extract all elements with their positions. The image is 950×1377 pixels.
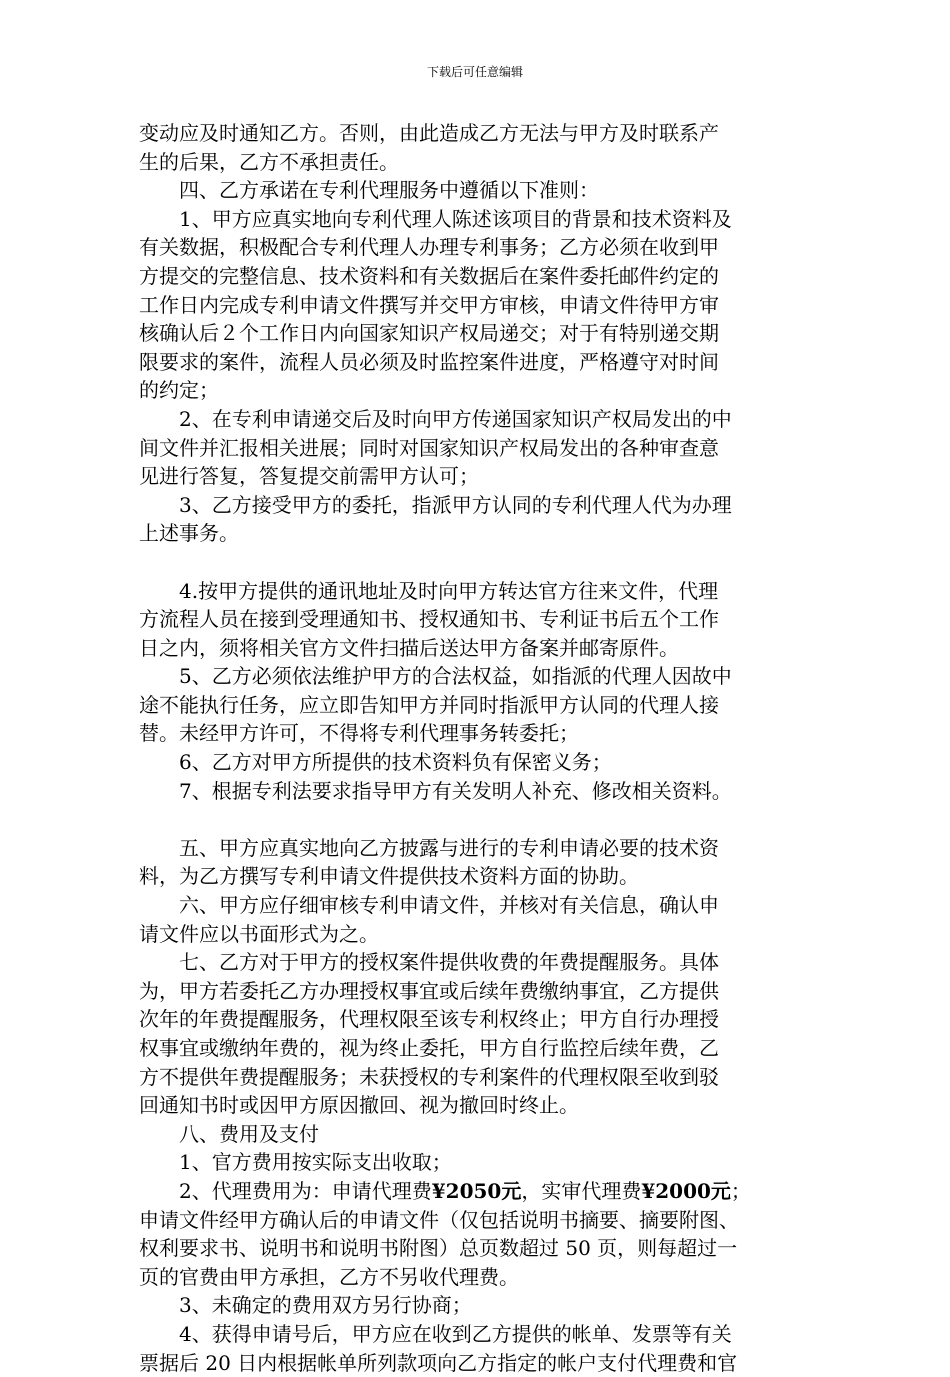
fee-line-prefix: 2、代理费用为：申请代理费 — [139, 1178, 432, 1203]
text-line: 权利要求书、说明书和说明书附图）总页数超过 50 页，则每超过一 — [139, 1236, 738, 1261]
text-line: 7、根据专利法要求指导甲方有关发明人补充、修改相关资料。 — [139, 778, 732, 803]
text-line: 四、乙方承诺在专利代理服务中遵循以下准则： — [139, 178, 599, 203]
fee-line — [139, 1177, 819, 1206]
text-line: 方不提供年费提醒服务；未获授权的专利案件的代理权限至收到驳 — [139, 1064, 719, 1089]
text-line: 途不能执行任务，应立即告知甲方并同时指派甲方认同的代理人接 — [139, 692, 719, 717]
text-line: 申请文件经甲方确认后的申请文件（仅包括说明书摘要、摘要附图、 — [139, 1207, 739, 1232]
text-line: 七、乙方对于甲方的授权案件提供收费的年费提醒服务。具体 — [139, 950, 719, 975]
text-line: 请文件应以书面形式为之。 — [139, 921, 379, 946]
text-line: 日之内，须将相关官方文件扫描后送达甲方备案并邮寄原件。 — [139, 635, 679, 660]
text-line: 3、乙方接受甲方的委托，指派甲方认同的专利代理人代为办理 — [139, 492, 732, 517]
text-line: 间文件并汇报相关进展；同时对国家知识产权局发出的各种审查意 — [139, 435, 719, 460]
examination-agency-fee: ¥2000元 — [641, 1178, 731, 1203]
text-line: 变动应及时通知乙方。否则，由此造成乙方无法与甲方及时联系产 — [139, 121, 719, 145]
document-body — [139, 119, 819, 1377]
text-line: 六、甲方应仔细审核专利申请文件，并核对有关信息，确认申 — [139, 893, 719, 918]
text-line: 1、官方费用按实际支出收取； — [139, 1150, 452, 1175]
text-line: 五、甲方应真实地向乙方披露与进行的专利申请必要的技术资 — [139, 835, 719, 860]
body-lines-after — [139, 1206, 819, 1377]
blank-line — [139, 805, 819, 834]
text-line: 4、获得申请号后，甲方应在收到乙方提供的帐单、发票等有关 — [139, 1321, 732, 1346]
text-line: 权事宜或缴纳年费的，视为终止委托，甲方自行监控后续年费，乙 — [139, 1036, 719, 1060]
text-line: 方流程人员在接到受理通知书、授权通知书、专利证书后五个工作 — [139, 607, 719, 632]
text-line: 限要求的案件，流程人员必须及时监控案件进度，严格遵守对时间 — [139, 349, 719, 374]
text-line: 的约定； — [139, 378, 219, 403]
body-lines-before — [139, 119, 819, 1177]
application-agency-fee: ¥2050元 — [431, 1178, 522, 1203]
text-line: 回通知书时或因甲方原因撤回、视为撤回时终止。 — [139, 1093, 579, 1118]
text-line: 八、费用及支付 — [139, 1121, 319, 1146]
text-line: 上述事务。 — [139, 521, 239, 546]
text-line: 3、未确定的费用双方另行协商； — [139, 1293, 472, 1318]
blank-line — [139, 548, 819, 577]
text-line: 见进行答复，答复提交前需甲方认可； — [139, 464, 479, 489]
text-line: 方提交的完整信息、技术资料和有关数据后在案件委托邮件约定的 — [139, 263, 719, 288]
fee-line-suffix: ； — [730, 1178, 751, 1203]
text-line: 6、乙方对甲方所提供的技术资料负有保密义务； — [139, 750, 612, 775]
text-line: 有关数据，积极配合专利代理人办理专利事务；乙方必须在收到甲 — [139, 235, 719, 260]
text-line: 2、在专利申请递交后及时向甲方传递国家知识产权局发出的中 — [139, 406, 732, 431]
page-header-note: 下载后可任意编辑 — [426, 65, 523, 79]
text-line: 1、甲方应真实地向专利代理人陈述该项目的背景和技术资料及 — [139, 206, 732, 231]
text-line: 4.按甲方提供的通讯地址及时向甲方转达官方往来文件，代理 — [139, 578, 719, 603]
text-line: 替。未经甲方许可，不得将专利代理事务转委托； — [139, 721, 579, 746]
text-line: 料，为乙方撰写专利申请文件提供技术资料方面的协助。 — [139, 864, 639, 889]
text-line: 工作日内完成专利申请文件撰写并交甲方审核，申请文件待甲方审 — [139, 292, 719, 317]
text-line: 为，甲方若委托乙方办理授权事宜或后续年费缴纳事宜，乙方提供 — [139, 978, 719, 1003]
text-line: 5、乙方必须依法维护甲方的合法权益，如指派的代理人因故中 — [139, 664, 732, 689]
text-line: 核确认后２个工作日内向国家知识产权局递交；对于有特别递交期 — [139, 321, 719, 346]
text-line: 生的后果，乙方不承担责任。 — [139, 149, 399, 174]
text-line: 次年的年费提醒服务，代理权限至该专利权终止；甲方自行办理授 — [139, 1007, 719, 1032]
text-line: 票据后 20 日内根据帐单所列款项向乙方指定的帐户支付代理费和官 — [139, 1350, 738, 1375]
fee-line-middle: ，实审代理费 — [521, 1178, 642, 1203]
text-line: 页的官费由甲方承担，乙方不另收代理费。 — [139, 1264, 519, 1289]
